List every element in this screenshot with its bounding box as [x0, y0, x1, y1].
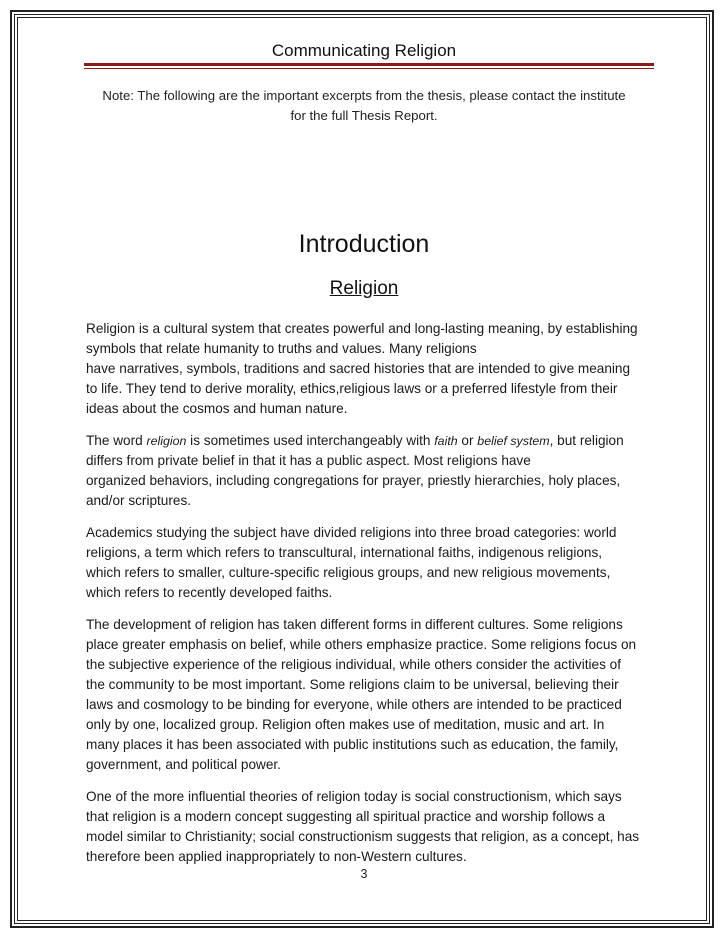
excerpt-note	[86, 86, 642, 126]
p5-line-4: therefore been applied inappropriately to non-Western cultures.	[86, 849, 467, 864]
p3-line-1: Academics studying the subject have divided religions into three broad categories: world	[86, 525, 617, 540]
p1-line-3: have narratives, symbols, traditions and sacred histories that are intended to give meaning	[86, 361, 631, 376]
p4-line-4: the community to be most important. Some religions claim to be universal, believing their	[86, 677, 619, 692]
p1-line-1: Religion is a cultural system that creates powerful and long-lasting meaning, by establishing	[86, 321, 638, 336]
p4-line-3: the subjective experience of the religious individual, while others consider the activities of	[86, 657, 621, 672]
running-header-title: Communicating Religion	[271, 41, 457, 60]
p1-line-2: symbols that relate humanity to truths and values. Many religions	[86, 341, 477, 356]
paragraph-3	[86, 523, 646, 603]
p4-line-1: The development of religion has taken different forms in different cultures. Some religions	[86, 617, 623, 632]
header-rule-thick	[84, 63, 654, 66]
note-line-2: for the full Thesis Report.	[290, 108, 438, 123]
p4-line-7: many places it has been associated with public institutions such as education, the family,	[86, 737, 619, 752]
p2-term-faith: faith	[434, 434, 458, 448]
paragraph-5	[86, 787, 646, 867]
introduction-heading: Introduction	[298, 230, 430, 258]
p2-text-c: is sometimes used interchangeably with	[186, 433, 435, 448]
note-line-1: Note: The following are the important excerpts from the thesis, please contact the institute	[102, 88, 626, 103]
p2-line-2: differs from private belief in that it has a public aspect. Most religions have	[86, 453, 531, 468]
p4-line-8: government, and political power.	[86, 757, 281, 772]
paragraph-1	[86, 319, 646, 419]
p4-line-5: laws and cosmology to be binding for everyone, while others are intended to be practiced	[86, 697, 622, 712]
header-rule-thin	[84, 68, 654, 69]
p2-term-belief-system: belief system	[477, 434, 550, 448]
p2-line-4: and/or scriptures.	[86, 493, 192, 508]
p3-line-2: religions, a term which refers to transcultural, international faiths, indigenous religions,	[86, 545, 603, 560]
paragraph-2	[86, 431, 646, 511]
p1-line-5: ideas about the cosmos and human nature.	[86, 401, 348, 416]
p5-line-1: One of the more influential theories of religion today is social constructionism, which says	[86, 789, 622, 804]
p4-line-2: place greater emphasis on belief, while others emphasize practice. Some religions focus on	[86, 637, 637, 652]
p3-line-4: which refers to recently developed faiths.	[86, 585, 333, 600]
p2-line-3: organized behaviors, including congregations for prayer, priestly hierarchies, holy places,	[86, 473, 621, 488]
p5-line-3: model similar to Christianity; social constructionism suggests that religion, as a concept, has	[86, 829, 640, 844]
p5-line-2: that religion is a modern concept suggesting all spiritual practice and worship follows a	[86, 809, 606, 824]
p2-term-religion: religion	[146, 434, 187, 448]
p1-line-4: to life. They tend to derive morality, ethics,religious laws or a preferred lifestyle from their	[86, 381, 618, 396]
p3-line-3: which refers to smaller, culture-specific religious groups, and new religious movements,	[86, 565, 611, 580]
p2-text-a: The word	[86, 433, 147, 448]
p2-text-e: or	[457, 433, 478, 448]
paragraph-4	[86, 615, 646, 775]
body-text	[86, 319, 646, 879]
religion-subheading: Religion	[329, 278, 399, 299]
p4-line-6: only by one, localized group. Religion often makes use of meditation, music and art. In	[86, 717, 605, 732]
p2-text-g: , but religion	[549, 433, 624, 448]
page-number: 3	[360, 867, 368, 881]
